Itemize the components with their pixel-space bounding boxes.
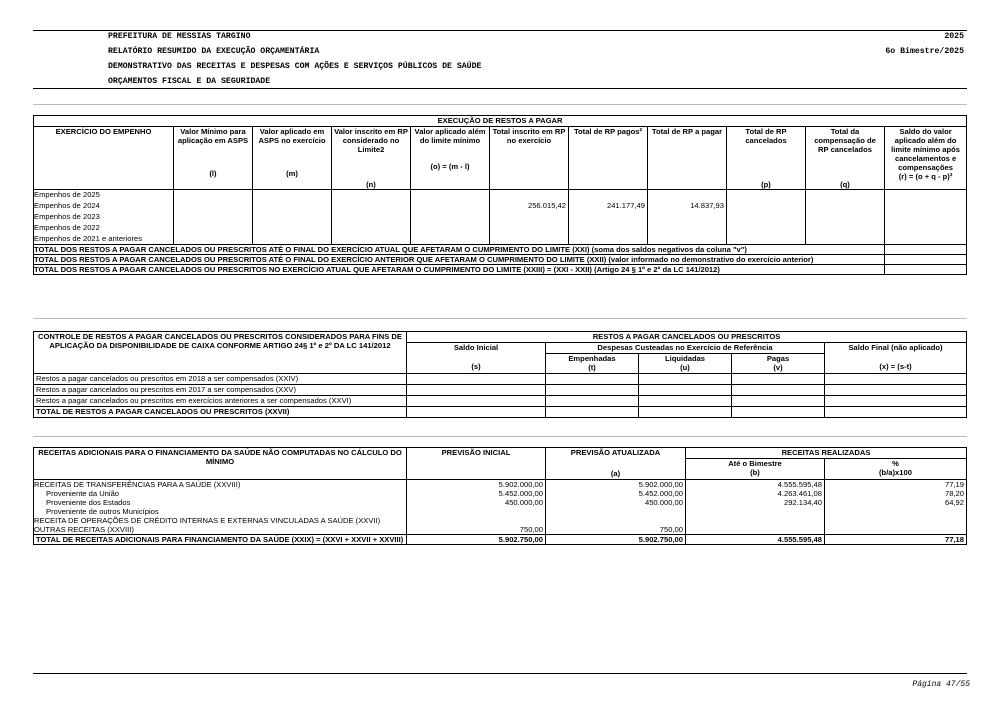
col-header: EXERCÍCIO DO EMPENHO	[34, 127, 174, 190]
rp-cell	[253, 223, 332, 234]
rp-cell	[411, 212, 490, 223]
rev-row-label: Proveniente da União	[34, 489, 407, 498]
rp-header-row	[34, 127, 967, 190]
rp-cell	[332, 201, 411, 212]
rev-cell	[546, 516, 686, 525]
rp-execution-table	[33, 115, 967, 275]
rev-cell	[407, 507, 546, 516]
control-row	[34, 385, 967, 396]
rp-cell	[648, 223, 727, 234]
rev-cell: 4.263.461,08	[686, 489, 825, 498]
rev-cell: 78,20	[825, 489, 967, 498]
rev-cell: 4.555.595,48	[686, 480, 825, 490]
control-row-label: Restos a pagar cancelados ou prescritos em 2017 a ser compensados (XXV)	[34, 385, 407, 396]
rev-cell: 750,00	[546, 525, 686, 535]
rp-cell	[174, 201, 253, 212]
rev-row	[34, 498, 967, 507]
rp-cell	[174, 190, 253, 201]
rev-cell	[546, 507, 686, 516]
col-header: Valor inscrito em RP considerado no Limite2 (n)	[332, 127, 411, 190]
col-header: Valor Mínimo para aplicação em ASPS (l)	[174, 127, 253, 190]
rp-cell	[332, 234, 411, 245]
rev-row	[34, 489, 967, 498]
rp-total-row	[34, 245, 967, 255]
rev-row-label: Proveniente dos Estados	[34, 498, 407, 507]
rev-cell: 292.134,40	[686, 498, 825, 507]
rev-cell	[407, 516, 546, 525]
rp-cell	[253, 212, 332, 223]
rp-cell	[253, 201, 332, 212]
separator	[33, 436, 967, 437]
rp-cell: 241.177,49	[569, 201, 648, 212]
rp-row-label: Empenhos de 2023	[34, 212, 174, 223]
rp-cell	[885, 234, 967, 245]
empenhadas-header: Empenhadas (t)	[546, 354, 639, 374]
header-period: 6o Bimestre/2025	[885, 47, 964, 56]
rp-cell	[253, 234, 332, 245]
rp-row	[34, 234, 967, 245]
rp-control-table	[33, 331, 967, 418]
rev-col4-header: RECEITAS REALIZADAS	[686, 448, 967, 459]
rev-row	[34, 507, 967, 516]
rp-cell	[332, 223, 411, 234]
rev-col1-header: RECEITAS ADICIONAIS PARA O FINANCIAMENTO DA SAÚDE NÃO COMPUTADAS NO CÁLCULO DO MÍNIMO	[34, 448, 407, 480]
rp-cell	[806, 223, 885, 234]
header-bottom-rule	[33, 88, 967, 89]
header-line-4: ORÇAMENTOS FISCAL E DA SEGURIDADE	[108, 77, 271, 86]
separator	[33, 318, 967, 319]
rev-col4a-header: Até o Bimestre (b)	[686, 459, 825, 480]
rp-cell	[490, 212, 569, 223]
rev-cell: 64,92	[825, 498, 967, 507]
control-row	[34, 396, 967, 407]
control-total-row: TOTAL DE RESTOS A PAGAR CANCELADOS OU PRESCRITOS (XXVII)	[34, 407, 967, 418]
rp-cell: 256.015,42	[490, 201, 569, 212]
rev-cell	[686, 516, 825, 525]
rp-cell: 14.837,93	[648, 201, 727, 212]
rev-cell: 5.902.000,00	[407, 480, 546, 490]
control-right-title: RESTOS A PAGAR CANCELADOS OU PRESCRITOS	[407, 332, 967, 343]
rev-col4b-header: % (b/a)x100	[825, 459, 967, 480]
rev-row	[34, 480, 967, 490]
col-header: Total da compensação de RP cancelados (q)	[806, 127, 885, 190]
page-number: Página 47/55	[912, 680, 970, 689]
liquidadas-header: Liquidadas (u)	[639, 354, 732, 374]
rev-cell: 750,00	[407, 525, 546, 535]
rp-cell	[727, 223, 806, 234]
rp-row-label: Empenhos de 2025	[34, 190, 174, 201]
rp-total-row	[34, 255, 967, 265]
rev-row	[34, 516, 967, 525]
rev-row-label: Proveniente de outros Municípios	[34, 507, 407, 516]
col-header: Valor aplicado além do limite mínimo (o) = (m - l)	[411, 127, 490, 190]
rp-total-row	[34, 265, 967, 275]
rp-cell	[569, 223, 648, 234]
rp-cell	[885, 223, 967, 234]
rp-cell	[332, 190, 411, 201]
col-header: Total inscrito em RP no exercício	[490, 127, 569, 190]
rp-cell	[332, 212, 411, 223]
rp-cell	[648, 234, 727, 245]
rp-row	[34, 223, 967, 234]
header-top-rule	[33, 30, 967, 31]
header-line-1: PREFEITURA DE MESSIAS TARGINO	[108, 32, 251, 41]
col-header: Total de RP pagos²	[569, 127, 648, 190]
rp-cell	[569, 190, 648, 201]
header-year: 2025	[944, 32, 964, 41]
saldo-inicial-header: Saldo Inicial (s)	[407, 343, 546, 374]
rp-cell	[174, 223, 253, 234]
rp-row-label: Empenhos de 2022	[34, 223, 174, 234]
rp-cell	[806, 212, 885, 223]
rp-cell	[253, 190, 332, 201]
rp-row-label: Empenhos de 2024	[34, 201, 174, 212]
rp-cell	[648, 190, 727, 201]
despesas-header: Despesas Custeadas no Exercício de Referência	[546, 343, 825, 354]
rp-row	[34, 212, 967, 223]
rp-row	[34, 190, 967, 201]
rp-cell	[727, 212, 806, 223]
rp-cell	[648, 212, 727, 223]
rp-cell	[490, 223, 569, 234]
rp-cell	[490, 234, 569, 245]
rev-cell	[686, 525, 825, 535]
additional-revenue-table	[33, 447, 967, 545]
col-header: Saldo do valor aplicado além do limite mínimo após cancelamentos e compensações (r) = (o + q - p)²	[885, 127, 967, 190]
control-row-label: Restos a pagar cancelados ou prescritos em 2018 a ser compensados (XXIV)	[34, 374, 407, 385]
pagas-header: Pagas (v)	[732, 354, 825, 374]
rev-row-label: RECEITAS DE TRANSFERÊNCIAS PARA A SAÚDE (XXVIII)	[34, 480, 407, 490]
rp-cell	[885, 201, 967, 212]
rp-cell	[411, 234, 490, 245]
rev-row	[34, 525, 967, 535]
col-header: Valor aplicado em ASPS no exercício (m)	[253, 127, 332, 190]
rev-cell: 5.902.000,00	[546, 480, 686, 490]
rev-col2-header: PREVISÃO INICIAL	[407, 448, 546, 480]
rev-cell	[686, 507, 825, 516]
rev-cell	[825, 516, 967, 525]
rp-cell	[885, 212, 967, 223]
rp-cell	[411, 201, 490, 212]
header-line-2: RELATÓRIO RESUMIDO DA EXECUÇÃO ORÇAMENTÁRIA	[108, 47, 320, 56]
rev-col3-header: PREVISÃO ATUALIZADA (a)	[546, 448, 686, 480]
rev-total-row: TOTAL DE RECEITAS ADICIONAIS PARA FINANCIAMENTO DA SAÚDE (XXIX) = (XXVI + XXVII + XXVIII) 5.902.750,00 5.902.750,00 4.555.595,48 77,18	[34, 535, 967, 545]
rp-cell	[174, 212, 253, 223]
col-header: Total de RP cancelados (p)	[727, 127, 806, 190]
rev-row-label: RECEITA DE OPERAÇÕES DE CRÉDITO INTERNAS E EXTERNAS VINCULADAS A SAÚDE (XXVII)	[34, 516, 407, 525]
rp-row	[34, 201, 967, 212]
rp-cell	[411, 190, 490, 201]
control-row-label: Restos a pagar cancelados ou prescritos em exercícios anteriores a ser compensados (XXVI)	[34, 396, 407, 407]
rev-cell: 5.452.000,00	[546, 489, 686, 498]
rp-cell	[806, 234, 885, 245]
footer-rule	[33, 673, 967, 674]
control-row	[34, 374, 967, 385]
rp-cell	[727, 201, 806, 212]
rp-cell	[806, 190, 885, 201]
rp-cell	[727, 234, 806, 245]
rp-cell	[411, 223, 490, 234]
rp-cell	[490, 190, 569, 201]
col-header: Total de RP a pagar	[648, 127, 727, 190]
rev-cell: 77,19	[825, 480, 967, 490]
rp-cell	[885, 190, 967, 201]
rev-cell	[825, 525, 967, 535]
rp-cell	[727, 190, 806, 201]
control-title: CONTROLE DE RESTOS A PAGAR CANCELADOS OU PRESCRITOS CONSIDERADOS PARA FINS DE APLICAÇÃO DA DISPONIBILIDADE DE CAIXA CONFORME ARTIGO 24§ 1º e 2º DA LC 141/2012	[34, 332, 407, 374]
rp-title: EXECUÇÃO DE RESTOS A PAGAR	[34, 116, 967, 127]
rp-row-label: Empenhos de 2021 e anteriores	[34, 234, 174, 245]
separator	[33, 104, 967, 105]
rp-total-label: TOTAL DOS RESTOS A PAGAR CANCELADOS OU PRESCRITOS ATÉ O FINAL DO EXERCÍCIO ANTERIOR QUE AFETARAM O CUMPRIMENTO DO LIMITE (XXII) (valor informado no demonstrativo do exercício anterior)	[34, 255, 885, 265]
rev-cell: 450.000,00	[407, 498, 546, 507]
header-line-3: DEMONSTRATIVO DAS RECEITAS E DESPESAS COM AÇÕES E SERVIÇOS PÚBLICOS DE SAÚDE	[108, 62, 482, 71]
rev-row-label: OUTRAS RECEITAS (XXVIII)	[34, 525, 407, 535]
rp-total-label: TOTAL DOS RESTOS A PAGAR CANCELADOS OU PRESCRITOS ATÉ O FINAL DO EXERCÍCIO ATUAL QUE AFETARAM O CUMPRIMENTO DO LIMITE (XXI) (soma dos saldos negativos da coluna "v")	[34, 245, 885, 255]
rp-cell	[569, 234, 648, 245]
rev-cell: 5.452.000,00	[407, 489, 546, 498]
rp-total-label: TOTAL DOS RESTOS A PAGAR CANCELADOS OU PRESCRITOS NO EXERCÍCIO ATUAL QUE AFETARAM O CUMPRIMENTO DO LIMITE (XXIII) = (XXI - XXII) (Artigo 24 § 1º e 2º da LC 141/2012)	[34, 265, 885, 275]
rp-cell	[569, 212, 648, 223]
rp-cell	[806, 201, 885, 212]
rev-cell	[825, 507, 967, 516]
rev-cell: 450.000,00	[546, 498, 686, 507]
rp-cell	[174, 234, 253, 245]
saldo-final-header: Saldo Final (não aplicado) (x) = (s-t)	[825, 343, 967, 374]
